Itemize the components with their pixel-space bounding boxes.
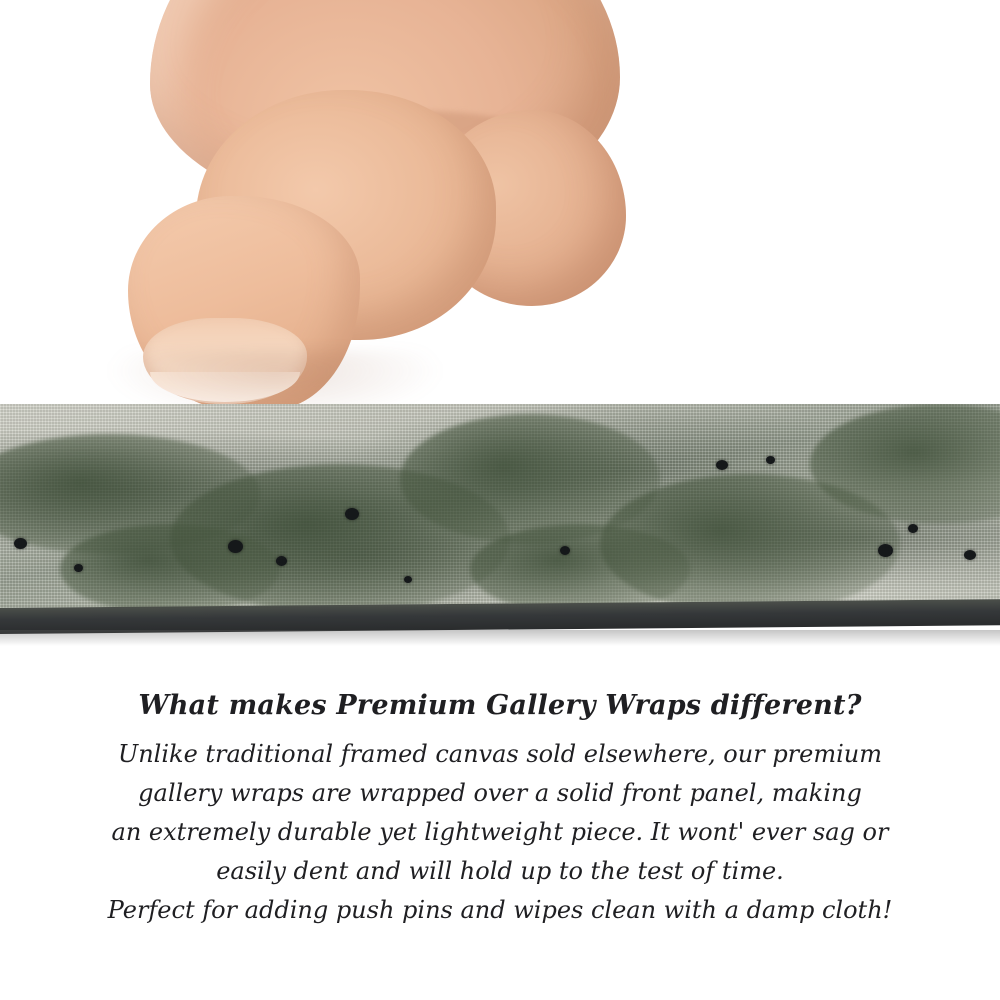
caption-block bbox=[0, 690, 1000, 930]
canvas-speck bbox=[716, 460, 728, 470]
hand-photo-region bbox=[0, 0, 1000, 430]
caption-line: Perfect for adding push pins and wipes clean with a damp cloth! bbox=[107, 896, 893, 924]
canvas-speck bbox=[74, 564, 83, 572]
canvas-speck bbox=[228, 540, 243, 553]
canvas-speck bbox=[560, 546, 570, 555]
caption-line: an extremely durable yet lightweight piece. It wont' ever sag or bbox=[111, 818, 889, 846]
canvas-gallery-wrap-edge bbox=[0, 404, 1000, 620]
canvas-speck bbox=[878, 544, 893, 557]
canvas-speck bbox=[345, 508, 359, 520]
canvas-drop-shadow bbox=[0, 630, 1000, 646]
canvas-speck bbox=[766, 456, 775, 464]
canvas-speck bbox=[908, 524, 918, 533]
canvas-moss-patch bbox=[60, 524, 280, 614]
canvas-moss-patch bbox=[470, 524, 690, 614]
canvas-speck bbox=[964, 550, 976, 560]
caption-line: easily dent and will hold up to the test of time. bbox=[216, 857, 784, 885]
canvas-speck bbox=[404, 576, 412, 583]
caption-line: Unlike traditional framed canvas sold elsewhere, our premium bbox=[117, 740, 882, 768]
canvas-speck bbox=[276, 556, 287, 566]
caption-heading: What makes Premium Gallery Wraps different? bbox=[138, 690, 862, 721]
caption-line: gallery wraps are wrapped over a solid front panel, making bbox=[138, 779, 862, 807]
canvas-speck bbox=[14, 538, 27, 549]
